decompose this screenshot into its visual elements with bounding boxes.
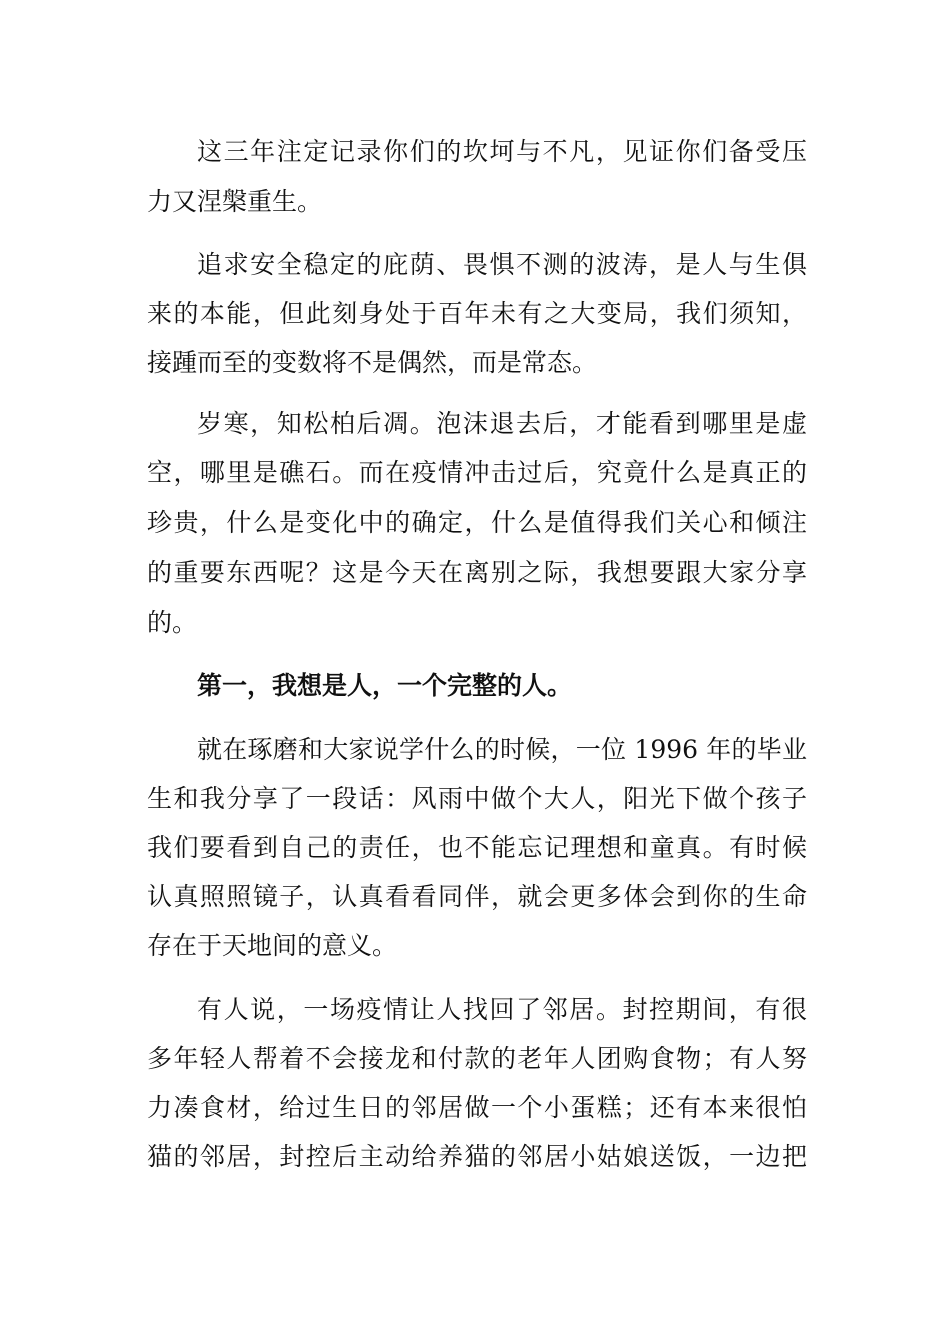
paragraph-4-line-4: 认真照照镜子，认真看看同伴，就会更多体会到你的生命 xyxy=(147,882,807,911)
paragraph-3-line-1: 岁寒，知松柏后凋。泡沫退去后，才能看到哪里是虚 xyxy=(197,409,807,438)
paragraph-3-line-2: 空，哪里是礁石。而在疫情冲击过后，究竟什么是真正的 xyxy=(147,458,807,487)
paragraph-2-line-1: 追求安全稳定的庇荫、畏惧不测的波涛，是人与生俱 xyxy=(197,250,807,279)
section-heading: 第一，我想是人，一个完整的人。 xyxy=(197,671,573,700)
paragraph-5-line-2: 多年轻人帮着不会接龙和付款的老年人团购食物；有人努 xyxy=(147,1044,807,1073)
paragraph-3-line-3: 珍贵，什么是变化中的确定，什么是值得我们关心和倾注 xyxy=(147,508,807,537)
paragraph-3-line-4: 的重要东西呢？这是今天在离别之际，我想要跟大家分享 xyxy=(147,558,807,587)
paragraph-4-line-2: 生和我分享了一段话：风雨中做个大人，阳光下做个孩子 xyxy=(147,784,807,813)
paragraph-4-line-5: 存在于天地间的意义。 xyxy=(147,931,398,960)
paragraph-1-line-1: 这三年注定记录你们的坎坷与不凡，见证你们备受压 xyxy=(197,137,807,166)
paragraph-3-line-5: 的。 xyxy=(147,608,198,637)
paragraph-4-line-1: 就在琢磨和大家说学什么的时候，一位 1996 年的毕业 xyxy=(197,735,807,764)
paragraph-5-line-1: 有人说，一场疫情让人找回了邻居。封控期间，有很 xyxy=(197,995,807,1024)
paragraph-1-line-2: 力又涅槃重生。 xyxy=(147,187,323,216)
paragraph-5-line-3: 力凑食材，给过生日的邻居做一个小蛋糕；还有本来很怕 xyxy=(147,1093,807,1122)
paragraph-2-line-3: 接踵而至的变数将不是偶然，而是常态。 xyxy=(147,348,598,377)
paragraph-2-line-2: 来的本能，但此刻身处于百年未有之大变局，我们须知， xyxy=(147,299,807,328)
paragraph-4-line-3: 我们要看到自己的责任，也不能忘记理想和童真。有时候 xyxy=(147,833,807,862)
paragraph-5-line-4: 猫的邻居，封控后主动给养猫的邻居小姑娘送饭，一边把 xyxy=(147,1142,807,1171)
